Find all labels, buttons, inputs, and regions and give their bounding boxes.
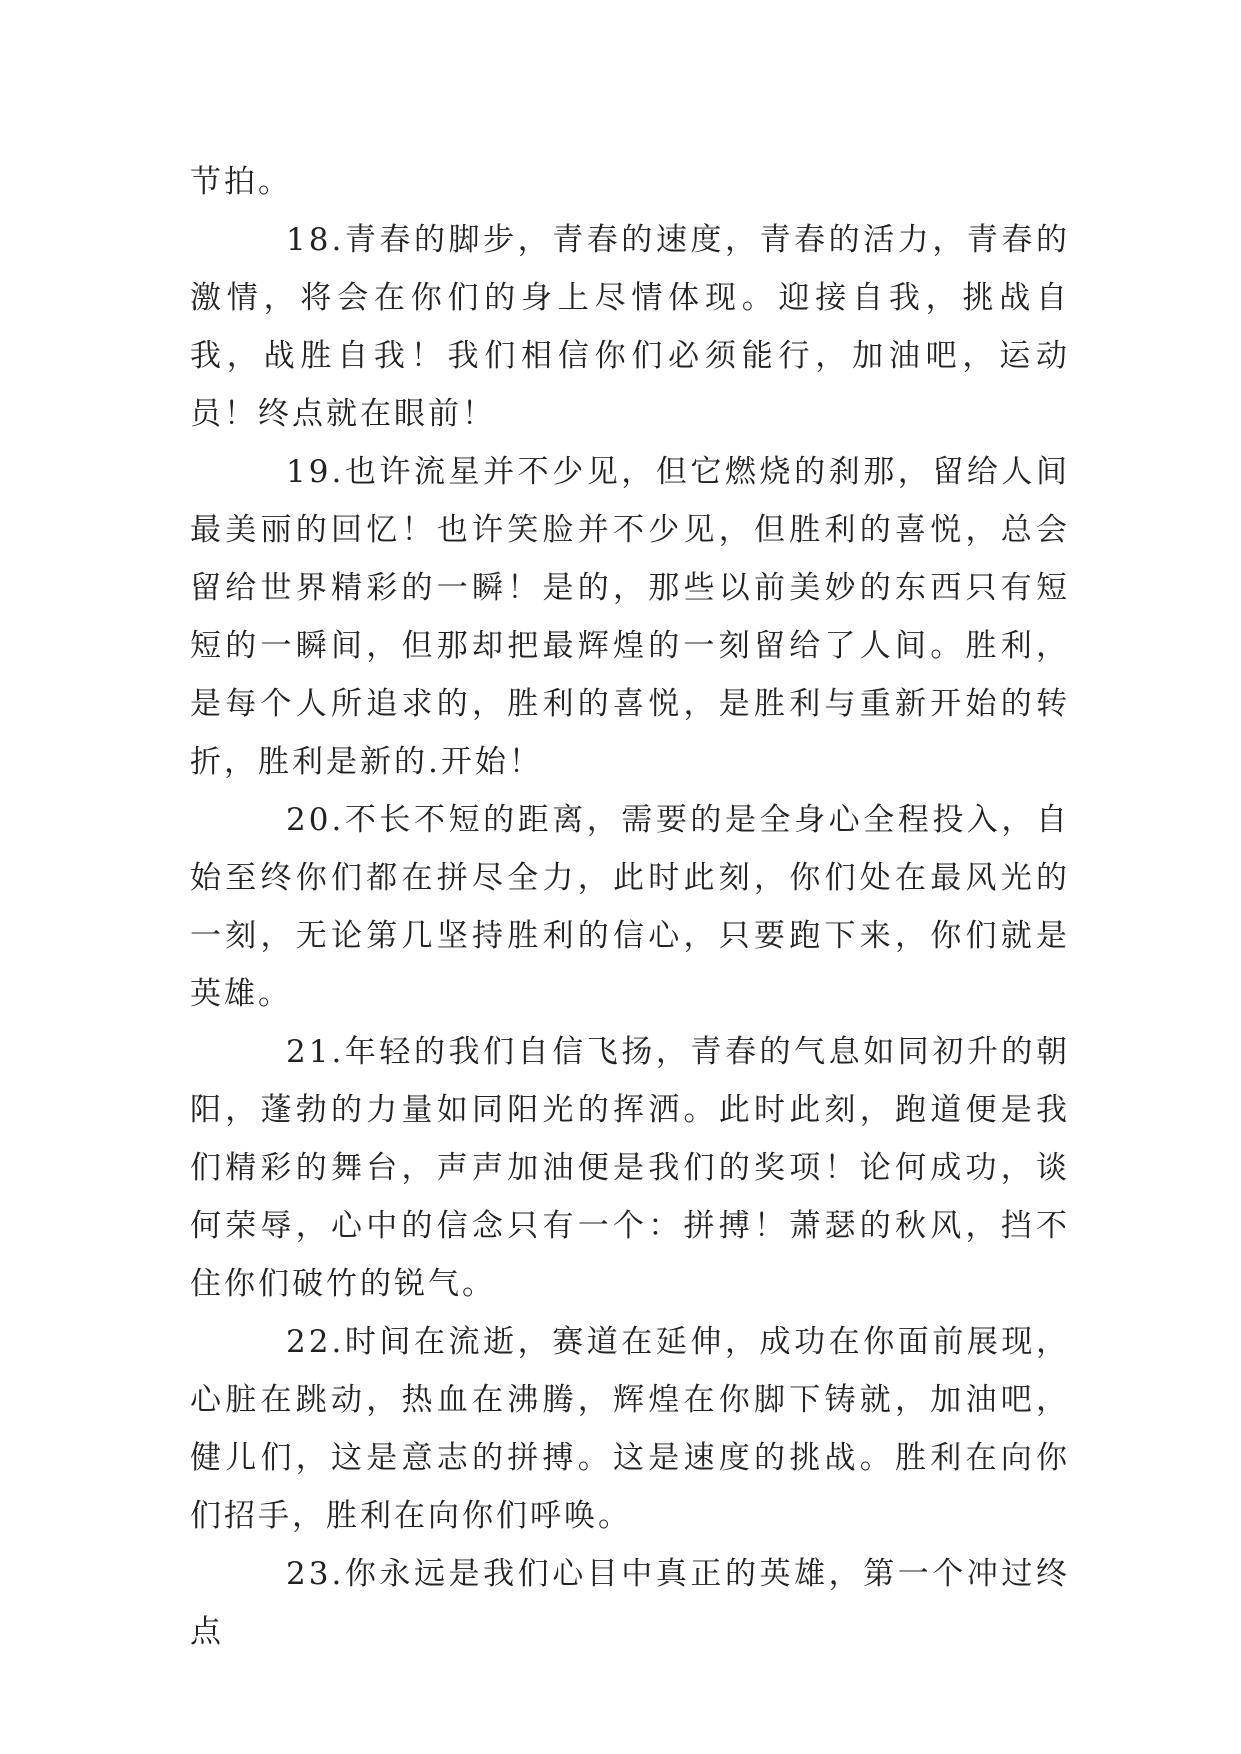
paragraph-23: 23.你永远是我们心目中真正的英雄，第一个冲过终点 (190, 1556, 1070, 1650)
paragraph-18: 18.青春的脚步，青春的速度，青春的活力，青春的激情，将会在你们的身上尽情体现。迎接自我，挑战自我，战胜自我！我们相信你们必须能行，加油吧，运动员！终点就在眼前！ (190, 222, 1070, 432)
document-body (190, 153, 1070, 1661)
paragraph-19: 19.也许流星并不少见，但它燃烧的刹那，留给人间最美丽的回忆！也许笑脸并不少见，但胜利的喜悦，总会留给世界精彩的一瞬！是的，那些以前美妙的东西只有短短的一瞬间，但那却把最辉煌的一刻留给了人间。胜利，是每个人所追求的，胜利的喜悦，是胜利与重新开始的转折，胜利是新的.开始！ (190, 454, 1070, 780)
paragraph-continuation: 节拍。 (190, 164, 292, 200)
paragraph-21: 21.年轻的我们自信飞扬，青春的气息如同初升的朝阳，蓬勃的力量如同阳光的挥洒。此时此刻，跑道便是我们精彩的舞台，声声加油便是我们的奖项！论何成功，谈何荣辱，心中的信念只有一个：拼搏！萧瑟的秋风，挡不住你们破竹的锐气。 (190, 1034, 1070, 1302)
paragraph-22: 22.时间在流逝，赛道在延伸，成功在你面前展现，心脏在跳动，热血在沸腾，辉煌在你脚下铸就，加油吧，健儿们，这是意志的拼搏。这是速度的挑战。胜利在向你们招手，胜利在向你们呼唤。 (190, 1324, 1070, 1534)
paragraph-20: 20.不长不短的距离，需要的是全身心全程投入，自始至终你们都在拼尽全力，此时此刻，你们处在最风光的一刻，无论第几坚持胜利的信心，只要跑下来，你们就是英雄。 (190, 802, 1070, 1012)
